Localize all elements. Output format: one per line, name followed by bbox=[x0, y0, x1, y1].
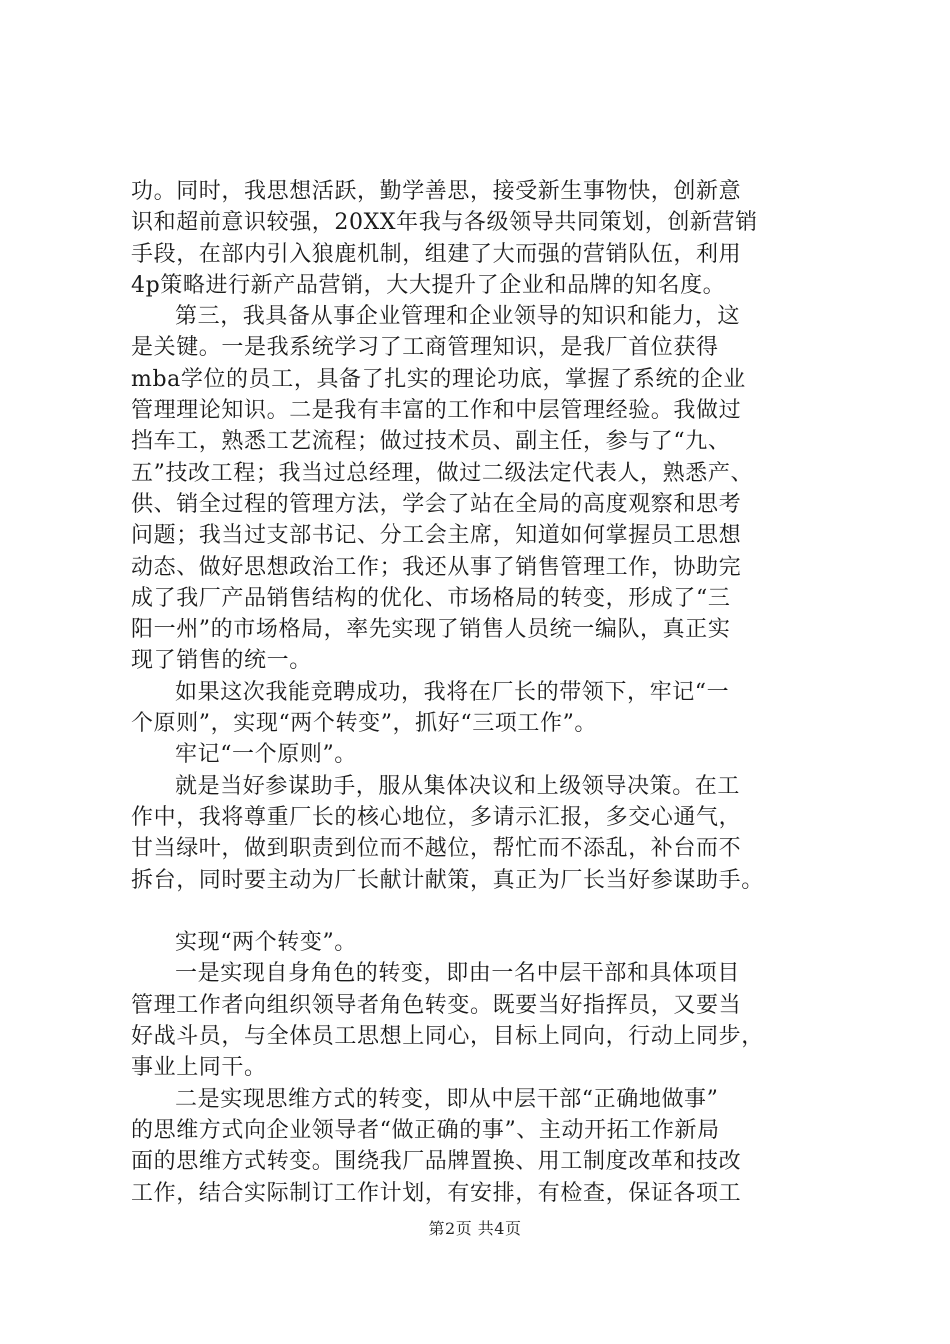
text-line: 第三，我具备从事企业管理和企业领导的知识和能力，这 bbox=[175, 304, 741, 330]
text-line: 一是实现自身角色的转变，即由一名中层干部和具体项目 bbox=[175, 961, 741, 987]
text-line: 手段，在部内引入狼鹿机制，组建了大而强的营销队伍，利用 bbox=[131, 241, 742, 267]
text-line: 作中，我将尊重厂长的核心地位，多请示汇报，多交心通气， bbox=[131, 804, 742, 830]
document-body bbox=[131, 176, 851, 1209]
text-line: 五”技改工程；我当过总经理，做过二级法定代表人，熟悉产、 bbox=[131, 460, 754, 486]
text-line: 工作，结合实际制订工作计划，有安排，有检查，保证各项工 bbox=[131, 1180, 742, 1206]
text-line: 管理工作者向组织领导者角色转变。既要当好指挥员，又要当 bbox=[131, 992, 742, 1018]
text-line: 的思维方式向企业领导者“做正确的事”、主动开拓工作新局 bbox=[131, 1117, 720, 1143]
text-line: 管理理论知识。二是我有丰富的工作和中层管理经验。我做过 bbox=[131, 398, 742, 424]
text-line: 牢记“一个原则”。 bbox=[175, 742, 357, 768]
text-line: 好战斗员，与全体员工思想上同心，目标上同向，行动上同步， bbox=[131, 1024, 764, 1050]
text-line: 就是当好参谋助手，服从集体决议和上级领导决策。在工 bbox=[175, 773, 741, 799]
text-line: 识和超前意识较强，20XX年我与各级领导共同策划，创新营销 bbox=[131, 210, 758, 236]
text-line: 如果这次我能竞聘成功，我将在厂长的带领下，牢记“一 bbox=[175, 679, 730, 705]
text-line: 阳一州”的市场格局，率先实现了销售人员统一编队，真正实 bbox=[131, 617, 731, 643]
page-footer: 第2页 共4页 bbox=[428, 1219, 522, 1238]
text-line: 挡车工，熟悉工艺流程；做过技术员、副主任，参与了“九、 bbox=[131, 429, 731, 455]
blank-line bbox=[131, 896, 851, 927]
text-line: 动态、做好思想政治工作；我还从事了销售管理工作，协助完 bbox=[131, 554, 742, 580]
text-line: 实现“两个转变”。 bbox=[175, 930, 357, 956]
text-line: 功。同时，我思想活跃，勤学善思，接受新生事物快，创新意 bbox=[131, 179, 742, 204]
text-line: 现了销售的统一。 bbox=[131, 648, 312, 674]
text-line: 个原则”，实现“两个转变”，抓好“三项工作”。 bbox=[131, 711, 598, 737]
text-line: 是关键。一是我系统学习了工商管理知识，是我厂首位获得 bbox=[131, 335, 719, 361]
text-line: 拆台，同时要主动为厂长献计献策，真正为厂长当好参谋助手。 bbox=[131, 867, 764, 893]
text-line: 供、销全过程的管理方法，学会了站在全局的高度观察和思考 bbox=[131, 491, 742, 517]
text-line: 成了我厂产品销售结构的优化、市场格局的转变，形成了“三 bbox=[131, 585, 731, 611]
text-line: 问题；我当过支部书记、分工会主席，知道如何掌握员工思想 bbox=[131, 523, 742, 549]
text-line: 面的思维方式转变。围绕我厂品牌置换、用工制度改革和技改 bbox=[131, 1149, 742, 1175]
text-line: 4p策略进行新产品营销，大大提升了企业和品牌的知名度。 bbox=[131, 272, 726, 298]
text-line: 事业上同干。 bbox=[131, 1055, 267, 1081]
text-line: 二是实现思维方式的转变，即从中层干部“正确地做事” bbox=[175, 1086, 719, 1112]
text-line: 甘当绿叶，做到职责到位而不越位，帮忙而不添乱，补台而不 bbox=[131, 836, 742, 862]
text-line: mba学位的员工，具备了扎实的理论功底，掌握了系统的企业 bbox=[131, 366, 746, 392]
